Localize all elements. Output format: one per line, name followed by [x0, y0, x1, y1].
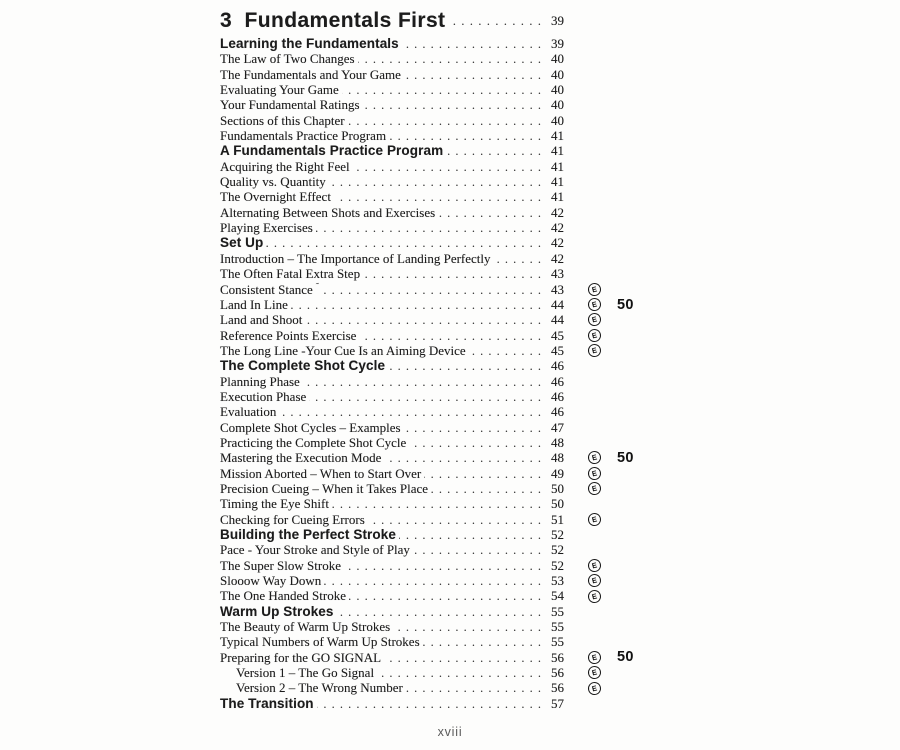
exercise-circled-e-icon: E	[587, 450, 603, 466]
dot-leader	[337, 605, 542, 620]
exercise-circled-e-icon: E	[587, 297, 603, 313]
toc-entry-page-number: 40	[551, 66, 564, 82]
toc-entry-label: Fundamentals Practice Program	[220, 128, 387, 144]
icon-column	[564, 497, 610, 510]
toc-entry-page-number: 41	[551, 143, 564, 159]
icon-column	[564, 421, 610, 434]
toc-entry-page-number: 52	[551, 527, 564, 542]
toc-entry-page-number: 46	[551, 373, 564, 389]
dot-leader	[303, 375, 542, 390]
drill-number-badge: 50	[617, 449, 634, 466]
exercise-circled-e-icon: E	[587, 557, 603, 573]
toc-entry-label: Pace - Your Stroke and Style of Play	[220, 542, 410, 558]
toc-entry-label: Acquiring the Right Feel	[220, 158, 350, 174]
exercise-circled-e-icon: E	[587, 343, 603, 359]
toc-entry-page-number: 40	[551, 97, 564, 113]
toc-entry-page-number: 48	[551, 434, 564, 450]
toc-entry	[220, 189, 650, 204]
toc-entry-page-number: 50	[551, 496, 564, 512]
toc-entry-page-number: 56	[551, 665, 564, 681]
exercise-circled-e-icon: E	[587, 665, 603, 681]
icon-column	[564, 375, 610, 388]
toc-entry-page-number: 39	[551, 36, 564, 51]
dot-leader	[404, 68, 542, 83]
dot-leader	[399, 528, 542, 543]
toc-entry-page-number: 45	[551, 342, 564, 358]
icon-column	[564, 590, 610, 603]
dot-leader	[494, 252, 542, 267]
icon-column	[564, 267, 610, 280]
toc-entry	[220, 36, 650, 51]
icon-column	[564, 53, 610, 66]
toc-entry	[220, 328, 650, 343]
toc-entry-page-number: 44	[551, 296, 564, 312]
dot-leader	[317, 697, 542, 712]
icon-column	[564, 313, 610, 326]
toc-entry	[220, 466, 650, 481]
toc-entry	[220, 97, 650, 112]
toc-entry-page-number: 41	[551, 189, 564, 205]
toc-entry	[220, 604, 650, 619]
toc-entry	[220, 374, 650, 389]
toc-entry-label: The Transition	[220, 695, 314, 711]
toc-entry-label: The Super Slow Stroke	[220, 557, 341, 573]
toc-entry-page-number: 41	[551, 128, 564, 144]
toc-entry-label: Land In Line	[220, 296, 288, 312]
exercise-circled-e-icon: E	[587, 511, 603, 527]
toc-entry-label: The Fundamentals and Your Game	[220, 66, 401, 82]
toc-entry	[220, 496, 650, 511]
icon-column	[564, 651, 610, 664]
toc-entry-page-number: 42	[551, 250, 564, 266]
drill-number-badge: 50	[617, 649, 634, 666]
dot-leader	[389, 129, 542, 144]
dot-leader	[368, 513, 542, 528]
toc-entry	[220, 358, 650, 373]
dot-leader	[316, 221, 542, 236]
icon-column	[564, 467, 610, 480]
drill-number-badge: 50	[617, 296, 634, 313]
dot-leader	[266, 236, 542, 251]
icon-column	[564, 68, 610, 81]
toc-entry-page-number: 44	[551, 312, 564, 328]
toc-entry-label: Alternating Between Shots and Exercises	[220, 204, 436, 220]
toc-entry	[220, 696, 650, 711]
icon-column	[564, 636, 610, 649]
toc-entry-page-number: 47	[551, 419, 564, 435]
icon-column	[564, 298, 610, 311]
dot-leader	[279, 405, 542, 420]
dot-leader	[309, 390, 542, 405]
toc-entry-label: The One Handed Stroke	[220, 588, 346, 604]
dot-leader	[358, 52, 542, 67]
dot-leader	[413, 543, 542, 558]
dot-leader	[322, 283, 542, 298]
icon-column	[564, 697, 610, 710]
toc-entry-label: The Law of Two Changes	[220, 51, 355, 67]
toc-entry	[220, 527, 650, 542]
dot-leader	[344, 559, 542, 574]
toc-entry	[220, 650, 650, 665]
toc-entry-page-number: 48	[551, 450, 564, 466]
icon-column	[564, 436, 610, 449]
toc-entry	[220, 174, 650, 189]
icon-column	[564, 99, 610, 112]
toc-entry-label: The Beauty of Warm Up Strokes	[220, 619, 391, 635]
toc-entry-label: Practicing the Complete Shot Cycle	[220, 434, 407, 450]
toc-entry-page-number: 43	[551, 281, 564, 297]
dot-leader	[363, 267, 542, 282]
toc-entry	[220, 128, 650, 143]
icon-column	[564, 252, 610, 265]
icon-column	[564, 544, 610, 557]
toc-entry-page-number: 42	[551, 204, 564, 220]
icon-column	[564, 191, 610, 204]
toc-entry-label: Building the Perfect Stroke	[220, 527, 396, 542]
toc-entry-label: Warm Up Strokes	[220, 603, 334, 619]
toc-entry	[220, 205, 650, 220]
toc-entry-page-number: 42	[551, 220, 564, 236]
toc-entry	[220, 82, 650, 97]
toc-entry-page-number: 56	[551, 680, 564, 696]
icon-column	[564, 15, 610, 28]
toc-entry	[220, 67, 650, 82]
toc-entry-label: Introduction – The Importance of Landing Perfectly	[220, 250, 491, 266]
dot-leader	[334, 190, 542, 205]
toc-entry	[220, 558, 650, 573]
toc-entry	[220, 343, 650, 358]
dot-leader	[409, 436, 542, 451]
toc-entry-label: Execution Phase	[220, 388, 307, 404]
dot-leader	[324, 574, 542, 589]
icon-column	[564, 237, 610, 250]
toc-entry-label: The Complete Shot Cycle	[220, 358, 386, 374]
toc-entry	[220, 51, 650, 66]
toc-entry-page-number: 40	[551, 112, 564, 128]
exercise-circled-e-icon: E	[587, 312, 603, 328]
icon-column	[564, 329, 610, 342]
dot-leader	[424, 467, 542, 482]
exercise-circled-e-icon: E	[587, 281, 603, 297]
toc-entry-page-number: 49	[551, 465, 564, 481]
dot-leader	[359, 329, 542, 344]
toc-entry-page-number: 50	[551, 480, 564, 496]
toc-entry-suffix: ˜	[315, 281, 320, 293]
dot-leader	[431, 482, 542, 497]
toc-entry-page-number: 51	[551, 511, 564, 527]
toc-entry	[220, 588, 650, 603]
toc-entry	[220, 113, 650, 128]
icon-column	[564, 145, 610, 158]
toc-entry	[220, 282, 650, 297]
icon-column	[564, 37, 610, 50]
toc-entry-label: Planning Phase	[220, 373, 300, 389]
toc-entry-label: Precision Cueing – When it Takes Place	[220, 480, 429, 496]
toc-entry-label: Version 2 – The Wrong Number	[236, 680, 403, 696]
dot-leader	[438, 206, 542, 221]
dot-leader	[402, 37, 542, 52]
toc-entry	[220, 266, 650, 281]
icon-column	[564, 390, 610, 403]
icon-column	[564, 175, 610, 188]
toc-entry-label: Mastering the Execution Mode	[220, 450, 382, 466]
dot-leader	[388, 359, 542, 374]
toc-entry-label: Land and Shoot	[220, 312, 303, 328]
toc-entry-label: Mission Aborted – When to Start Over	[220, 465, 422, 481]
toc-entry-label: Consistent Stance	[220, 281, 313, 297]
toc-entry-label: Complete Shot Cycles – Examples	[220, 419, 401, 435]
dot-leader	[384, 451, 542, 466]
exercise-circled-e-icon: E	[587, 465, 603, 481]
dot-leader	[384, 651, 542, 666]
icon-column	[564, 114, 610, 127]
toc-entry	[220, 297, 650, 312]
toc-entry-page-number: 57	[551, 695, 564, 711]
exercise-circled-e-icon: E	[587, 588, 603, 604]
toc-entry-label: Preparing for the GO SIGNAL	[220, 649, 382, 665]
toc-entry-page-number: 52	[551, 557, 564, 573]
toc-entry-page-number: 45	[551, 327, 564, 343]
toc-entry-page-number: 40	[551, 51, 564, 67]
toc-entry-page-number: 41	[551, 174, 564, 190]
icon-column	[564, 559, 610, 572]
toc-entry	[220, 634, 650, 649]
toc-entry-label: Set Up	[220, 235, 264, 251]
toc-entry	[220, 389, 650, 404]
toc-entry-label: A Fundamentals Practice Program	[220, 143, 444, 159]
icon-column	[564, 605, 610, 618]
exercise-circled-e-icon: E	[587, 680, 603, 696]
icon-column	[564, 344, 610, 357]
toc-entry-page-number: 56	[551, 649, 564, 665]
exercise-circled-e-icon: E	[587, 481, 603, 497]
toc-entry-page-number: 40	[551, 82, 564, 98]
toc-entry-page-number: 54	[551, 588, 564, 604]
dot-leader	[305, 313, 542, 328]
toc-entry	[220, 235, 650, 250]
dot-leader	[446, 144, 542, 159]
toc-entry-label: Quality vs. Quantity	[220, 174, 326, 190]
toc-entry	[220, 251, 650, 266]
toc-entry-label: The Often Fatal Extra Step	[220, 266, 361, 282]
icon-column	[564, 83, 610, 96]
toc-entry-label: Evaluating Your Game	[220, 82, 339, 98]
toc-entry-label: Playing Exercises	[220, 220, 313, 236]
toc-entry-page-number: 46	[551, 404, 564, 420]
icon-column	[564, 482, 610, 495]
toc-entry-page-number: 42	[551, 235, 564, 251]
toc-entry	[220, 619, 650, 634]
toc-entry-label: Checking for Cueing Errors	[220, 511, 365, 527]
toc-entry-page-number: 52	[551, 542, 564, 558]
dot-leader	[363, 98, 542, 113]
table-of-contents	[220, 6, 650, 711]
icon-column	[564, 405, 610, 418]
toc-entry-label: Typical Numbers of Warm Up Strokes	[220, 634, 420, 650]
toc-entry-label: 3 Fundamentals First	[220, 9, 446, 32]
toc-entry-label: The Long Line -Your Cue Is an Aiming Device	[220, 342, 466, 358]
dot-leader	[423, 635, 542, 650]
toc-entry-page-number: 43	[551, 266, 564, 282]
toc-entry-page-number: 39	[551, 13, 564, 28]
icon-column	[564, 129, 610, 142]
toc-entry	[220, 159, 650, 174]
icon-column	[564, 620, 610, 633]
dot-leader	[377, 666, 542, 681]
dot-leader	[329, 175, 542, 190]
page-footer-roman-numeral: xviii	[437, 725, 463, 739]
icon-column	[564, 666, 610, 679]
icon-column	[564, 160, 610, 173]
toc-entry	[220, 542, 650, 557]
dot-leader	[348, 114, 542, 129]
toc-entry-page-number: 55	[551, 603, 564, 619]
icon-column	[564, 451, 610, 464]
toc-entry	[220, 512, 650, 527]
toc-entry-page-number: 46	[551, 388, 564, 404]
toc-entry	[220, 220, 650, 235]
toc-entry-label: Evaluation	[220, 404, 277, 420]
toc-entry-label: Your Fundamental Ratings	[220, 97, 360, 113]
toc-entry	[220, 450, 650, 465]
toc-entry-label: Learning the Fundamentals	[220, 36, 399, 51]
icon-column	[564, 206, 610, 219]
toc-entry-page-number: 53	[551, 573, 564, 589]
dot-leader	[291, 298, 542, 313]
dot-leader	[469, 344, 542, 359]
toc-entry	[220, 404, 650, 419]
exercise-circled-e-icon: E	[587, 327, 603, 343]
toc-entry-page-number: 55	[551, 634, 564, 650]
toc-entry-label: The Overnight Effect	[220, 189, 331, 205]
icon-column	[564, 682, 610, 695]
toc-entry-page-number: 46	[551, 358, 564, 374]
dot-leader	[404, 421, 542, 436]
icon-column	[564, 283, 610, 296]
dot-leader	[332, 497, 542, 512]
toc-entry	[220, 573, 650, 588]
toc-entry-label: Timing the Eye Shift	[220, 496, 329, 512]
dot-leader	[406, 681, 542, 696]
icon-column	[564, 359, 610, 372]
icon-column	[564, 528, 610, 541]
dot-leader	[342, 83, 542, 98]
dot-leader	[349, 589, 542, 604]
exercise-circled-e-icon: E	[587, 650, 603, 666]
toc-entry-label: Sections of this Chapter	[220, 112, 345, 128]
toc-entry-page-number: 41	[551, 158, 564, 174]
toc-entry-label: Slooow Way Down	[220, 573, 322, 589]
toc-entry	[220, 6, 650, 36]
toc-entry	[220, 435, 650, 450]
dot-leader	[448, 13, 542, 29]
toc-entry-label: Reference Points Exercise	[220, 327, 357, 343]
toc-entry-page-number: 55	[551, 619, 564, 635]
icon-column	[564, 574, 610, 587]
dot-leader	[393, 620, 542, 635]
toc-entry	[220, 481, 650, 496]
toc-entry	[220, 420, 650, 435]
dot-leader	[353, 160, 542, 175]
icon-column	[564, 513, 610, 526]
toc-entry-label: Version 1 – The Go Signal	[236, 665, 375, 681]
toc-entry	[220, 665, 650, 680]
toc-entry	[220, 312, 650, 327]
icon-column	[564, 221, 610, 234]
toc-entry	[220, 143, 650, 158]
toc-entry	[220, 680, 650, 695]
exercise-circled-e-icon: E	[587, 573, 603, 589]
